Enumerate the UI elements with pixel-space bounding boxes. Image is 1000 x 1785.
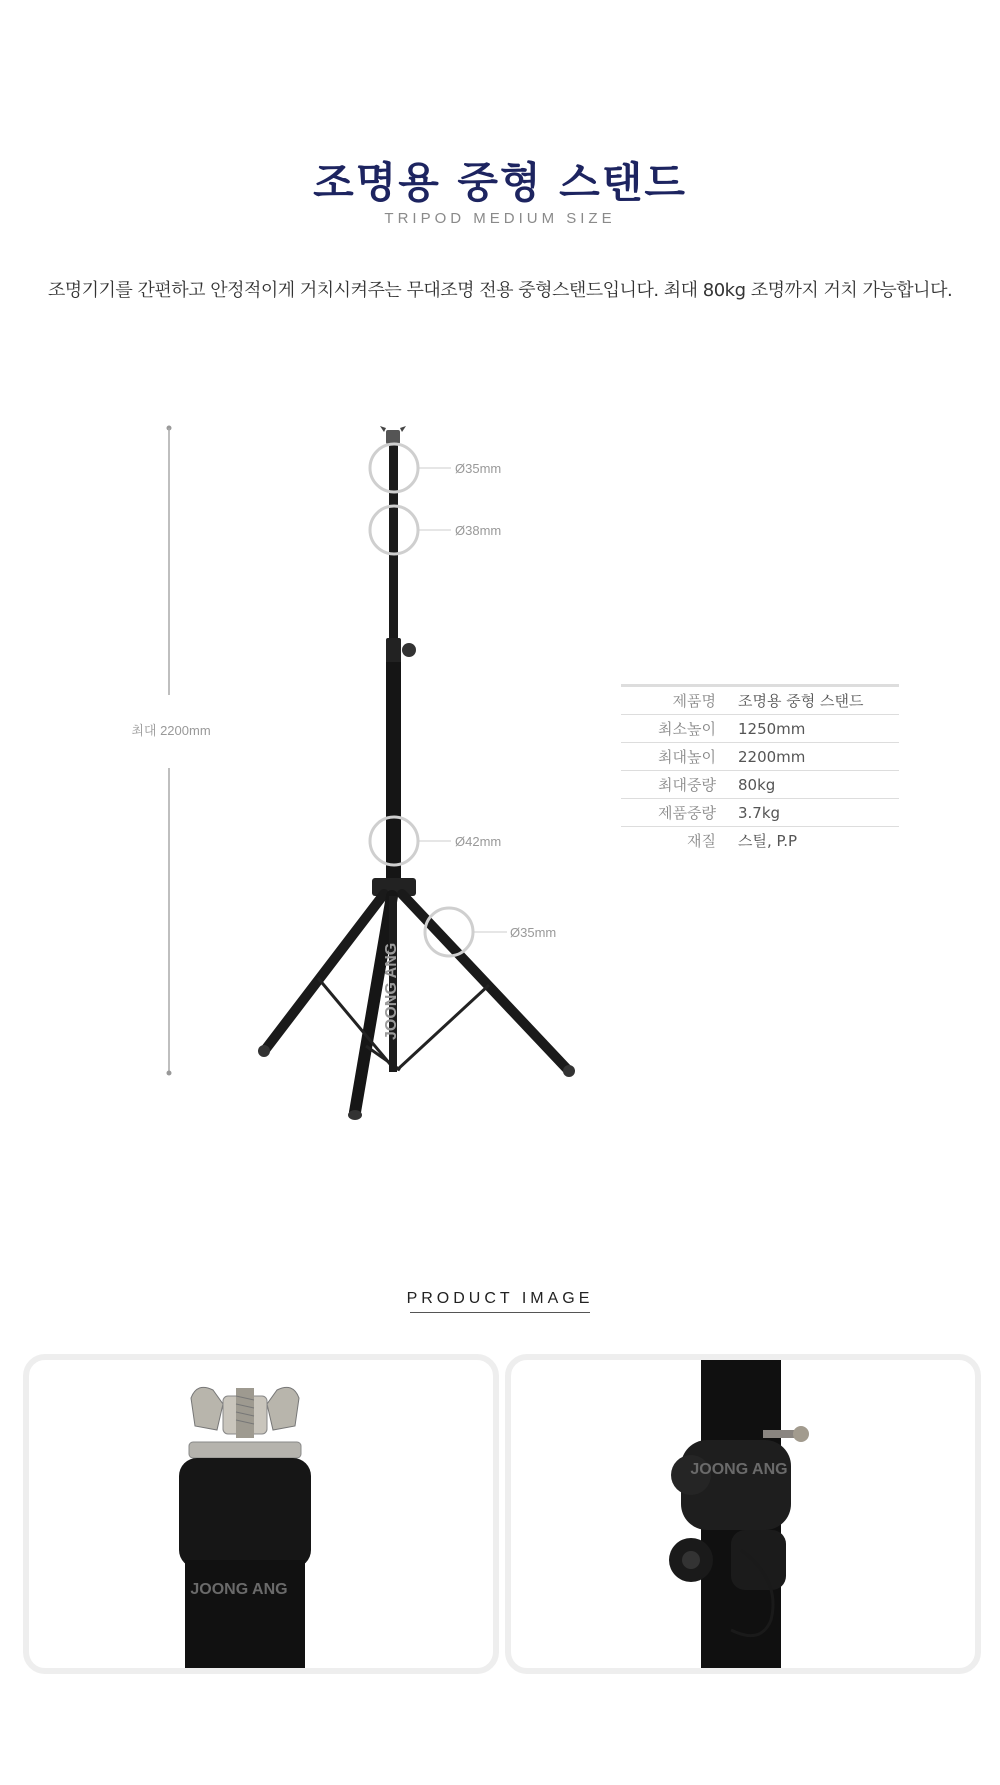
photo-watermark: JOONG ANG: [190, 1581, 288, 1598]
diameter-label: Ø38mm: [455, 523, 502, 538]
spec-row: [621, 743, 899, 771]
top-screw-photo: [29, 1360, 493, 1668]
spec-row: [621, 799, 899, 827]
spec-value: 80kg: [738, 775, 776, 794]
diagram-watermark: JOONG ANG: [383, 942, 400, 1040]
spec-key: 최대중량: [658, 776, 716, 794]
product-image-title: PRODUCT IMAGE: [406, 1290, 594, 1307]
product-image-card-clamp: [505, 1354, 981, 1674]
spec-key: 재질: [687, 832, 716, 850]
spec-value: 1250mm: [738, 719, 806, 738]
height-label: 최대 2200mm: [131, 723, 211, 738]
photo-watermark: JOONG ANG: [690, 1461, 788, 1478]
diameter-label: Ø35mm: [510, 925, 557, 940]
spec-key: 제품중량: [658, 804, 716, 822]
spec-row: [621, 771, 899, 799]
title-underline: [410, 1312, 590, 1313]
spec-value: 스틸, P.P: [738, 832, 798, 850]
diameter-label: Ø42mm: [455, 834, 502, 849]
diameter-label: Ø35mm: [455, 461, 502, 476]
page-title: 조명용 중형 스탠드: [313, 158, 687, 207]
product-description: 조명기기를 간편하고 안정적이게 거치시켜주는 무대조명 전용 중형스탠드입니다. 최대 80kg 조명까지 거치 가능합니다.: [47, 280, 953, 301]
page-subtitle: TRIPOD MEDIUM SIZE: [384, 210, 616, 227]
spec-row: [621, 686, 899, 715]
spec-key: 제품명: [672, 692, 716, 710]
spec-value: 3.7kg: [738, 803, 781, 822]
spec-value: 2200mm: [738, 747, 806, 766]
spec-value: 조명용 중형 스탠드: [738, 692, 864, 710]
spec-row: [621, 827, 899, 855]
height-dimension: [131, 426, 210, 1076]
clamp-photo: [511, 1360, 975, 1668]
spec-key: 최대높이: [658, 748, 716, 766]
spec-table: [621, 684, 899, 854]
product-image-card-top-screw: [23, 1354, 499, 1674]
spec-key: 최소높이: [658, 720, 716, 738]
spec-row: [621, 715, 899, 743]
